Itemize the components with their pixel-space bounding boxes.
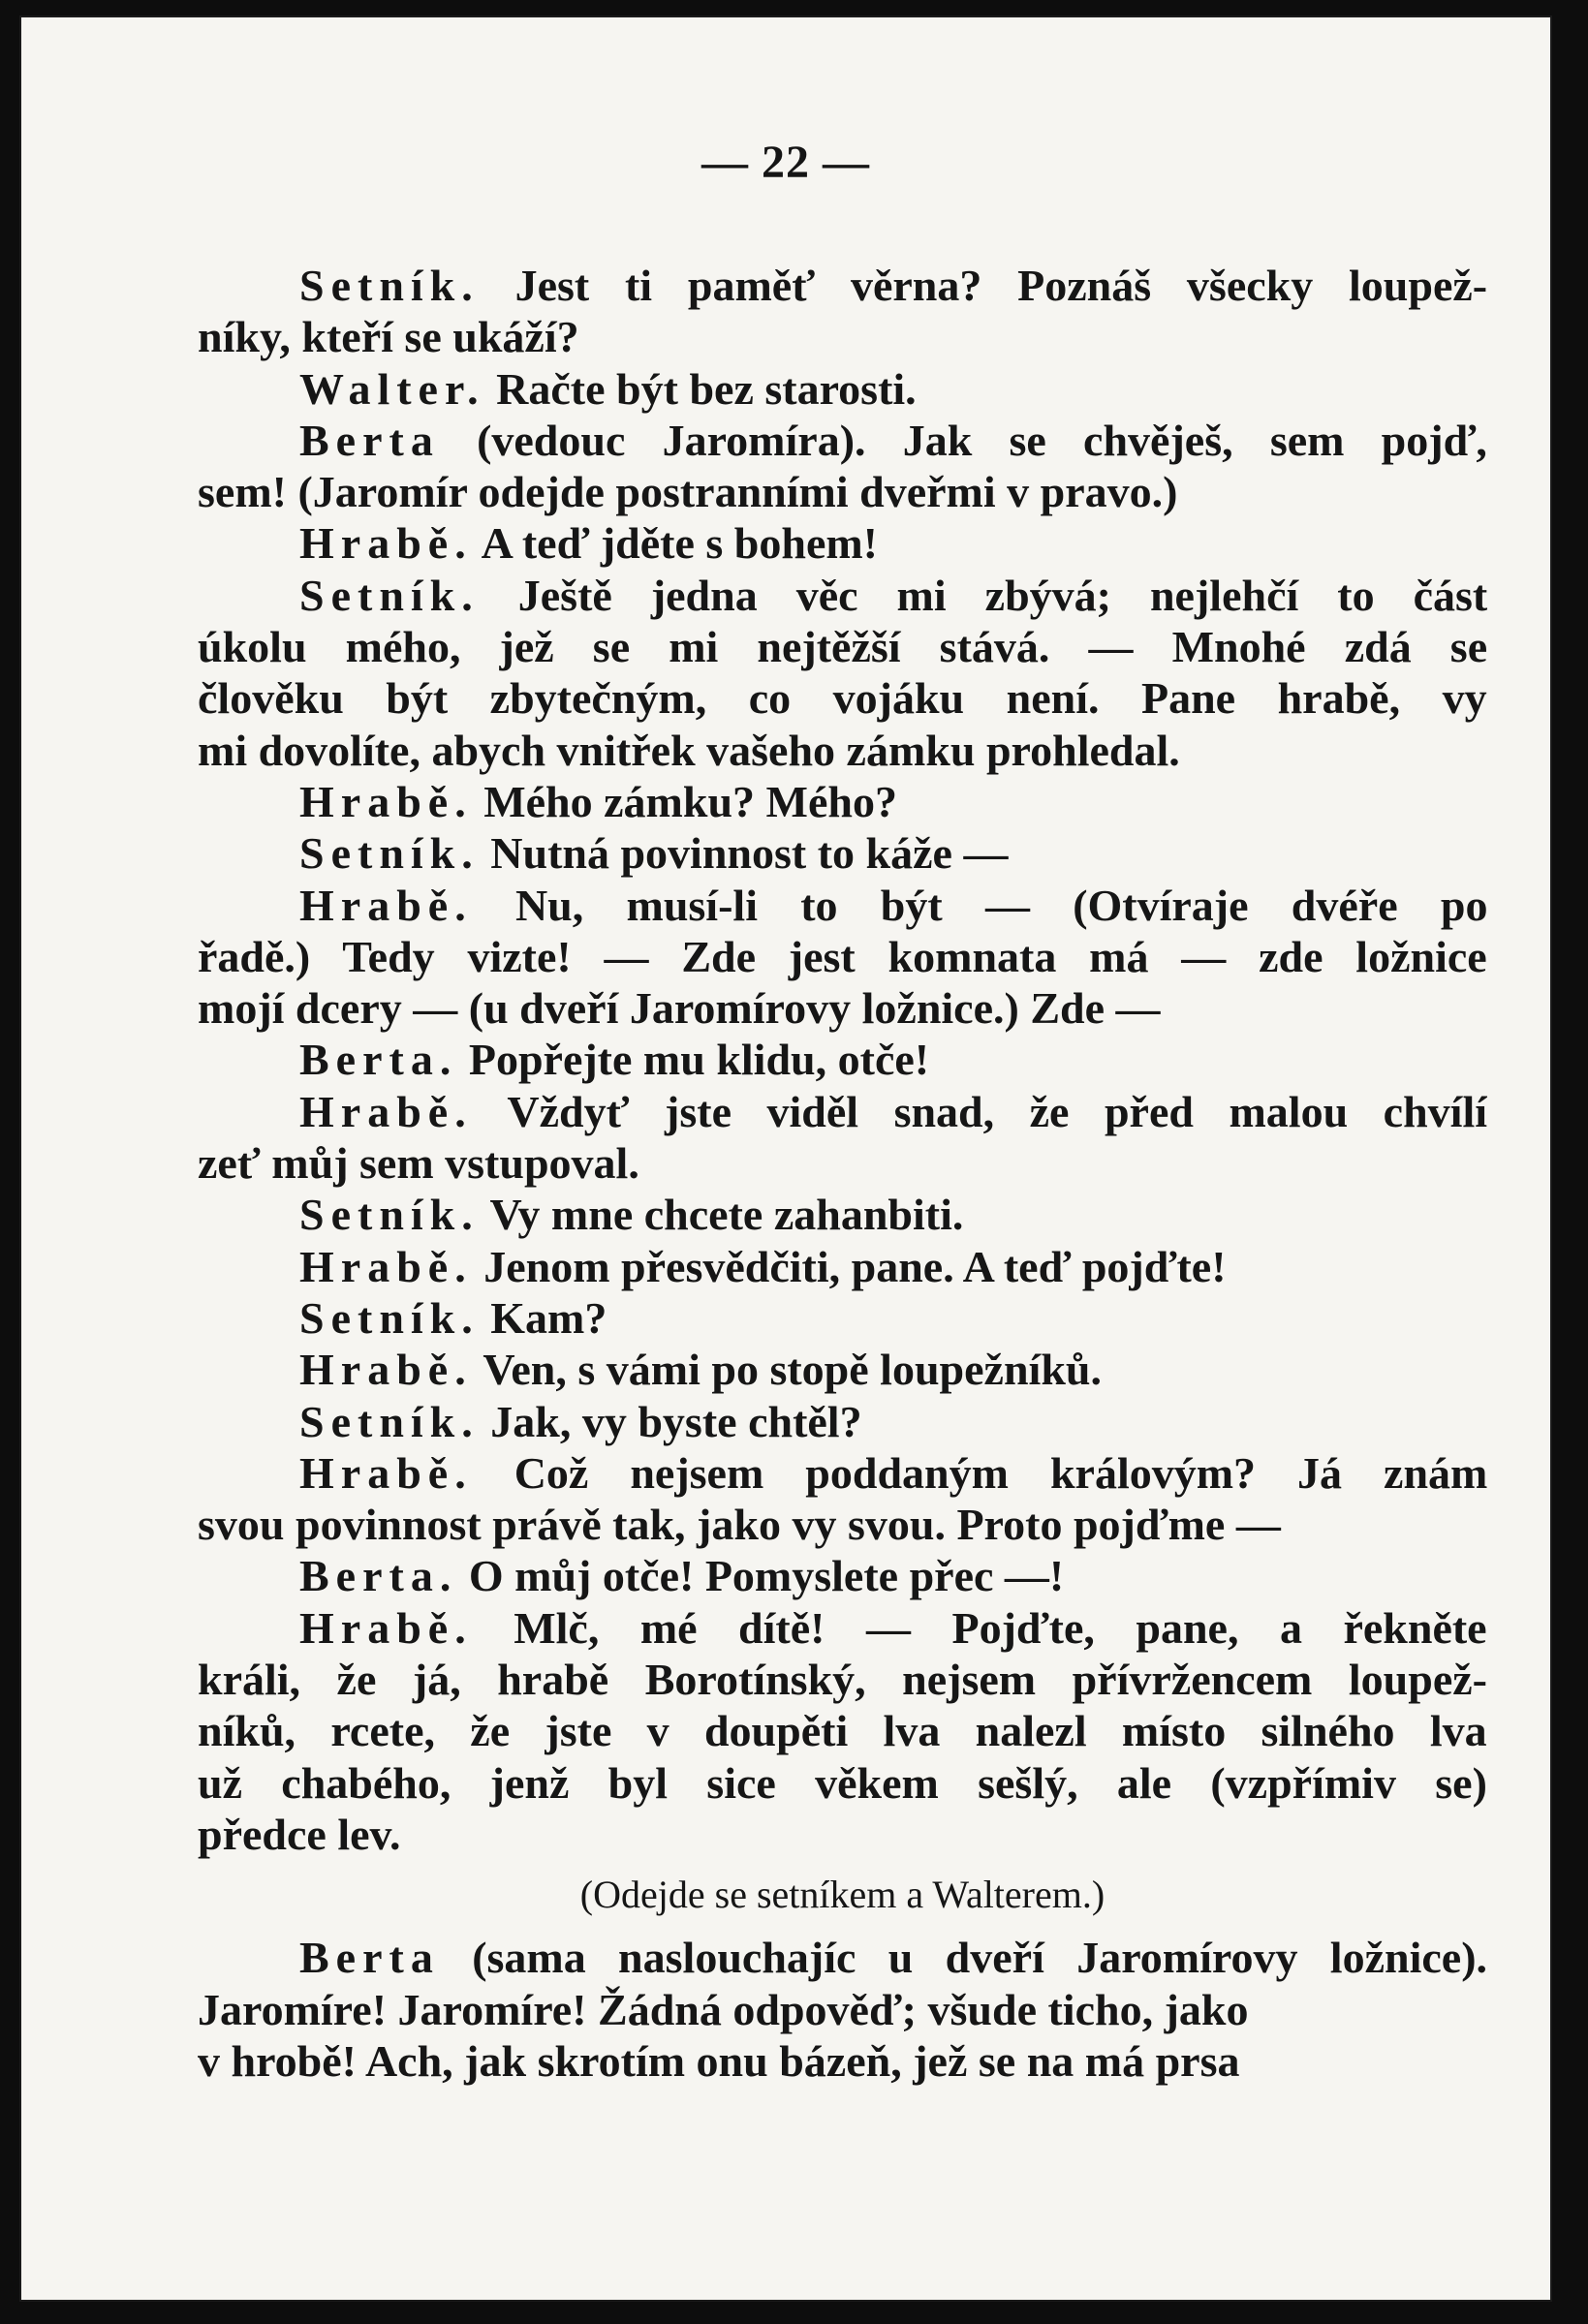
speech-paragraph: [198, 517, 1487, 569]
speaker-name: Hrabě.: [299, 1447, 473, 1498]
text-line: [198, 931, 1487, 982]
line-text: Jaromíre! Jaromíre! Žádná odpověď; všude ticho, jako: [198, 1984, 1249, 2034]
speaker-name: Setník.: [299, 1292, 480, 1343]
speech-paragraph: [198, 1932, 1487, 2087]
line-text: Nutná povinnost to káže —: [490, 828, 1009, 879]
line-text: zeť můj sem vstupoval.: [198, 1138, 639, 1189]
text-line: [198, 363, 1487, 415]
speech-paragraph: [198, 880, 1487, 1035]
speaker-name: Hrabě.: [299, 880, 473, 930]
text-line: [198, 1447, 1487, 1499]
text-line: [198, 1705, 1487, 1756]
speaker-name: Berta: [299, 415, 440, 465]
text-line: [198, 1550, 1487, 1601]
text-line: [198, 1034, 1487, 1085]
line-text: sem! (Jaromír odejde postranními dveřmi v pravo.): [198, 467, 1178, 517]
speaker-name: Setník.: [299, 828, 480, 879]
speech-paragraph: [198, 1602, 1487, 1860]
line-text: níky, kteří se ukáží?: [198, 312, 579, 362]
speech-paragraph: [198, 1447, 1487, 1551]
text-line: [198, 1654, 1487, 1705]
line-text: Mého zámku? Mého?: [483, 776, 897, 826]
speech-paragraph: [198, 415, 1487, 518]
speaker-name: Berta.: [299, 1551, 458, 1601]
speaker-name: Berta.: [299, 1035, 458, 1085]
line-text: níků, rcete, že jste v doupěti lva nalezl místo silného lva: [198, 1706, 1487, 1756]
text-line: [198, 672, 1487, 724]
text-line: [198, 776, 1487, 827]
line-text: Vy mne chcete zahanbiti.: [489, 1190, 964, 1240]
speech-paragraph: [198, 363, 1487, 415]
line-text: člověku být zbytečným, co vojáku není. Pane hrabě, vy: [198, 673, 1487, 724]
text-line: [198, 880, 1487, 931]
line-text: v hrobě! Ach, jak skrotím onu bázeň, jež se na má prsa: [198, 2035, 1240, 2086]
speech-paragraph: [198, 260, 1487, 363]
speaker-name: Hrabě.: [299, 1345, 473, 1395]
text-line: [198, 1344, 1487, 1395]
text-line: [198, 570, 1487, 621]
line-text: předce lev.: [198, 1809, 401, 1859]
text-line: [198, 1086, 1487, 1137]
speaker-name: Hrabě.: [299, 518, 473, 569]
speaker-name: Berta: [299, 1933, 440, 1983]
stage-direction: (Odejde se setníkem a Walterem.): [579, 1873, 1105, 1917]
line-text: A teď jděte s bohem!: [481, 518, 878, 569]
play-text: [198, 260, 1487, 2087]
line-text: Kam?: [490, 1292, 607, 1343]
text-line: [198, 982, 1487, 1034]
book-page: [19, 15, 1552, 2302]
line-text: řadě.) Tedy vizte! — Zde jest komnata má — zde ložnice: [198, 931, 1487, 981]
speech-paragraph: [198, 1034, 1487, 1085]
text-line: [198, 1602, 1487, 1654]
speech-paragraph: [198, 1396, 1487, 1447]
text-line: [198, 260, 1487, 311]
line-text: Jak, vy byste chtěl?: [490, 1396, 862, 1446]
line-text: (sama naslouchajíc u dveří Jaromírovy ložnice).: [472, 1933, 1487, 1983]
speaker-name: Hrabě.: [299, 1602, 473, 1653]
text-line: [198, 1757, 1487, 1809]
line-text: králi, že já, hrabě Borotínský, nejsem přívržencem loupež-: [198, 1655, 1487, 1705]
text-line: [198, 1292, 1487, 1344]
line-text: úkolu mého, jež se mi nejtěžší stává. — Mnohé zdá se: [198, 622, 1487, 672]
text-line: [198, 1499, 1487, 1550]
speaker-name: Walter.: [299, 363, 485, 414]
line-text: mi dovolíte, abych vnitřek vašeho zámku prohledal.: [198, 725, 1180, 775]
text-line: [198, 1932, 1487, 1983]
line-text: Ještě jedna věc mi zbývá; nejlehčí to část: [517, 570, 1487, 620]
line-text: Což nejsem poddaným královým? Já znám: [514, 1447, 1487, 1498]
text-line: [198, 466, 1487, 517]
speaker-name: Setník.: [299, 1190, 480, 1240]
speaker-name: Hrabě.: [299, 776, 473, 826]
speaker-name: Setník.: [299, 570, 480, 620]
line-text: Mlč, mé dítě! — Pojďte, pane, a řekněte: [514, 1602, 1487, 1653]
text-line: [198, 1984, 1487, 2035]
speech-paragraph: [198, 1550, 1487, 1601]
line-text: Nu, musí-li to být — (Otvíraje dvéře po: [514, 880, 1487, 930]
line-text: Popřejte mu klidu, otče!: [468, 1035, 930, 1085]
line-text: Jenom přesvědčiti, pane. A teď pojďte!: [483, 1241, 1227, 1291]
text-line: [198, 621, 1487, 672]
speech-paragraph: [198, 570, 1487, 776]
speech-paragraph: [198, 1292, 1487, 1344]
text-line: [198, 1396, 1487, 1447]
text-line: [198, 725, 1487, 776]
line-text: svou povinnost právě tak, jako vy svou. Proto pojďme —: [198, 1500, 1281, 1550]
speech-paragraph: [198, 1086, 1487, 1190]
page-number: — 22 —: [701, 137, 870, 188]
speech-paragraph: [198, 827, 1487, 879]
text-line: [198, 2035, 1487, 2087]
line-text: mojí dcery — (u dveří Jaromírovy ložnice.) Zde —: [198, 983, 1161, 1034]
text-line: [198, 1189, 1487, 1240]
text-line: [198, 1241, 1487, 1292]
text-line: [198, 311, 1487, 362]
speaker-name: Setník.: [299, 1396, 480, 1446]
speaker-name: Hrabě.: [299, 1241, 473, 1291]
speech-paragraph: [198, 776, 1487, 827]
line-text: (vedouc Jaromíra). Jak se chvěješ, sem pojď,: [477, 415, 1487, 465]
speech-paragraph: [198, 1344, 1487, 1395]
speaker-name: Setník.: [299, 261, 480, 310]
speech-paragraph: [198, 1189, 1487, 1240]
line-text: Vždyť jste viděl snad, že před malou chvílí: [507, 1086, 1487, 1136]
line-text: Jest ti paměť věrna? Poznáš všecky loupež-: [514, 261, 1487, 310]
text-line: [198, 517, 1487, 569]
line-text: už chabého, jenž byl sice věkem sešlý, ale (vzpřímiv se): [198, 1757, 1487, 1808]
speaker-name: Hrabě.: [299, 1086, 473, 1136]
line-text: Račte být bez starosti.: [496, 363, 917, 414]
text-line: [198, 827, 1487, 879]
text-line: [198, 1809, 1487, 1860]
speech-paragraph: [198, 1241, 1487, 1292]
line-text: Ven, s vámi po stopě loupežníků.: [483, 1345, 1102, 1395]
text-line: [198, 1137, 1487, 1189]
line-text: O můj otče! Pomyslete přec —!: [468, 1551, 1065, 1601]
text-line: [198, 415, 1487, 466]
